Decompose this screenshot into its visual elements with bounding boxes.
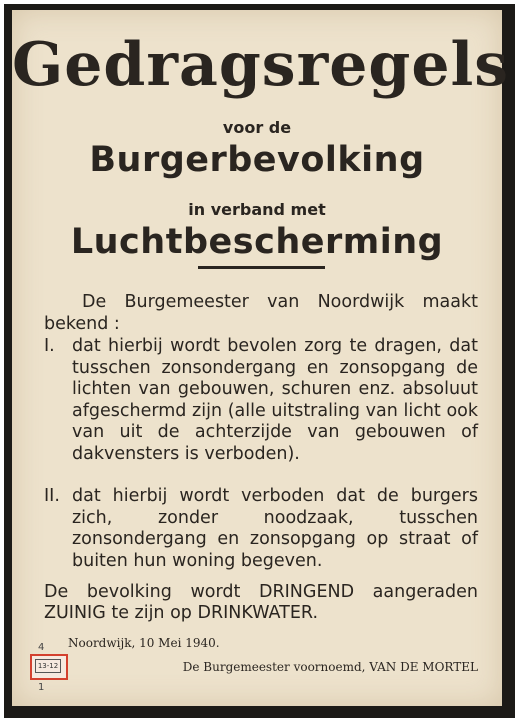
rule-item-1-text: dat hierbij wordt bevolen zorg te dragen, dat tusschen zonsondergang en zonsopgang de lichten van gebouwen, schuren enz. absoluut afgeschermd zijn (alle uitstraling van licht ook van uit de achterzijde van gebouwen of dakvensters is verboden).	[72, 336, 478, 464]
margin-mark-bottom: 1	[38, 682, 45, 693]
water-warning: De bevolking wordt DRINGEND aangeraden ZUINIG te zijn op DRINKWATER.	[44, 582, 478, 623]
signature-line: De Burgemeester voornoemd, VAN DE MORTEL	[182, 660, 478, 674]
subtitle-burgerbevolking: Burgerbevolking	[89, 140, 425, 180]
voor-de-text: voor de	[222, 118, 292, 137]
intro-paragraph: De Burgemeester van Noordwijk maakt bekend :	[44, 292, 478, 334]
poster	[12, 10, 510, 706]
in-verband-met-text: in verband met	[188, 200, 326, 219]
archive-stamp-label: 13-12	[35, 659, 61, 673]
poster-title: Gedragsregels	[12, 30, 510, 100]
rule-item-2	[44, 486, 478, 572]
subtitle-luchtbescherming: Luchtbescherming	[70, 222, 444, 262]
archive-stamp	[30, 654, 68, 680]
rule-item-1-number: I.	[44, 336, 55, 356]
rule-item-2-number: II.	[44, 486, 60, 506]
title-underline-divider	[198, 266, 325, 269]
margin-mark-top: 4	[38, 642, 45, 653]
rule-item-1	[44, 336, 478, 465]
date-line: Noordwijk, 10 Mei 1940.	[68, 636, 220, 650]
rule-item-2-text: dat hierbij wordt verboden dat de burgers zich, zonder noodzaak, tusschen zonsondergang en zonsopgang op straat of buiten hun woning begeven.	[72, 486, 478, 571]
